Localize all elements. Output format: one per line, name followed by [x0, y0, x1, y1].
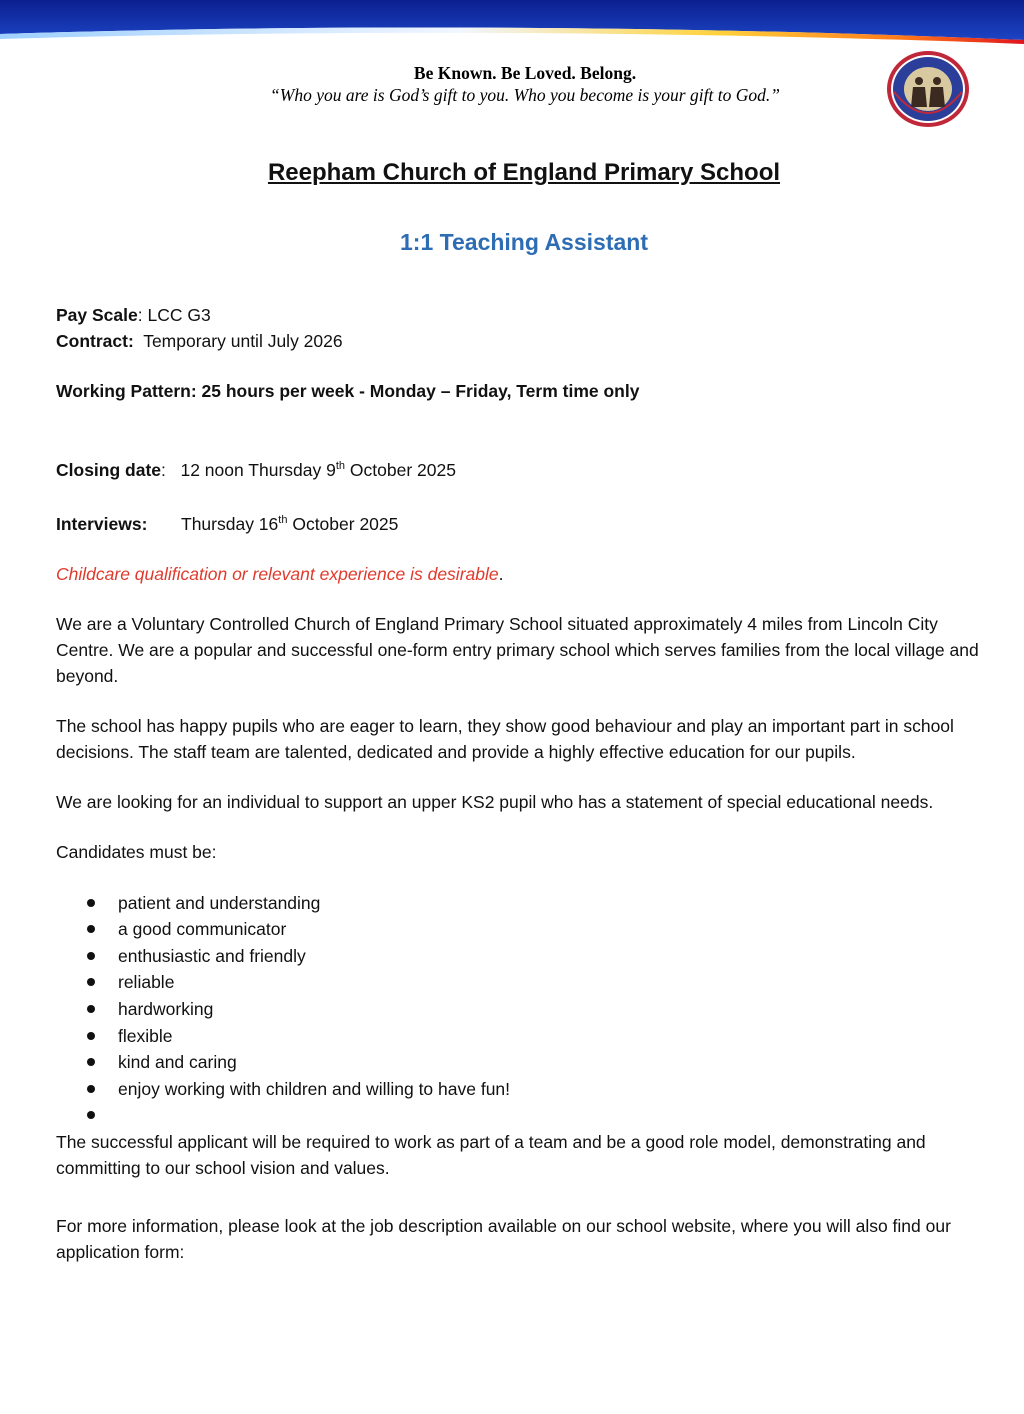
closing-date-text: 12 noon Thursday 9 — [180, 459, 336, 480]
list-item: hardworking — [56, 996, 996, 1023]
list-item: kind and caring — [56, 1049, 996, 1076]
candidates-intro: Candidates must be: — [56, 841, 217, 862]
school-crest-icon — [884, 48, 972, 130]
list-item: a good communicator — [56, 916, 996, 943]
bullet-icon — [87, 1058, 95, 1066]
working-pattern: Working Pattern: 25 hours per week - Monday – Friday, Term time only — [56, 381, 640, 401]
school-motto — [0, 62, 1024, 106]
pay-scale-line — [56, 302, 996, 328]
interviews-text: Thursday 16 — [181, 513, 279, 534]
bullet-icon — [87, 1032, 95, 1040]
document-body — [56, 302, 996, 1265]
motto-quote: “Who you are is God’s gift to you. Who you become is your gift to God.” — [270, 85, 780, 105]
bullet-icon — [87, 1111, 95, 1119]
desirable-text: Childcare qualification or relevant experience is desirable — [56, 563, 499, 584]
closing-date-month: October 2025 — [345, 459, 456, 480]
list-item: reliable — [56, 969, 996, 996]
bullet-icon — [87, 978, 95, 986]
successful-applicant-paragraph: The successful applicant will be required to work as part of a team and be a good role model, demonstrating and committing to our school vision and values. — [56, 1132, 926, 1178]
closing-date-colon: : — [161, 459, 166, 480]
closing-date-line — [56, 453, 996, 483]
contract-label: Contract: — [56, 331, 134, 351]
list-item: enthusiastic and friendly — [56, 943, 996, 970]
header-banner — [0, 0, 1024, 50]
pay-scale-label: Pay Scale — [56, 305, 138, 325]
bullet-icon — [87, 899, 95, 907]
qualities-list — [56, 890, 996, 1129]
list-item: flexible — [56, 1023, 996, 1050]
desirable-period: . — [498, 563, 504, 584]
school-name-heading: Reepham Church of England Primary School — [267, 159, 781, 186]
pay-scale-value: : LCC G3 — [137, 305, 211, 325]
list-item: enjoy working with children and willing to have fun! — [56, 1076, 996, 1103]
closing-date-suffix: th — [335, 460, 346, 472]
intro-paragraph: We are a Voluntary Controlled Church of England Primary School situated approximately 4 miles from Lincoln City Centre. We are a popular and successful one-form entry primary school which serves families from the local village and beyond. — [56, 613, 979, 686]
contract-value: Temporary until July 2026 — [143, 331, 343, 351]
closing-date-value — [180, 460, 455, 480]
interviews-suffix: th — [278, 513, 288, 526]
motto-line: Be Known. Be Loved. Belong. — [413, 63, 637, 83]
list-item — [56, 1102, 996, 1129]
desirable-note — [56, 561, 996, 587]
role-paragraph: We are looking for an individual to support an upper KS2 pupil who has a statement of special educational needs. — [56, 791, 934, 812]
interviews-line — [56, 507, 996, 537]
more-info-paragraph: For more information, please look at the job description available on our school website, where you will also find our application form: — [56, 1216, 951, 1262]
bullet-icon — [87, 925, 95, 933]
pupils-paragraph: The school has happy pupils who are eager to learn, they show good behaviour and play an important part in school decisions. The staff team are talented, dedicated and provide a highly effective education for our pupils. — [56, 715, 954, 762]
bullet-icon — [87, 1085, 95, 1093]
interviews-label: Interviews: — [56, 513, 148, 534]
closing-date-label: Closing date — [56, 459, 162, 480]
bullet-icon — [87, 1005, 95, 1013]
bullet-icon — [87, 952, 95, 960]
list-item: patient and understanding — [56, 890, 996, 917]
job-title-heading: 1:1 Teaching Assistant — [400, 229, 648, 255]
interviews-month: October 2025 — [287, 513, 399, 534]
contract-line — [56, 328, 996, 354]
